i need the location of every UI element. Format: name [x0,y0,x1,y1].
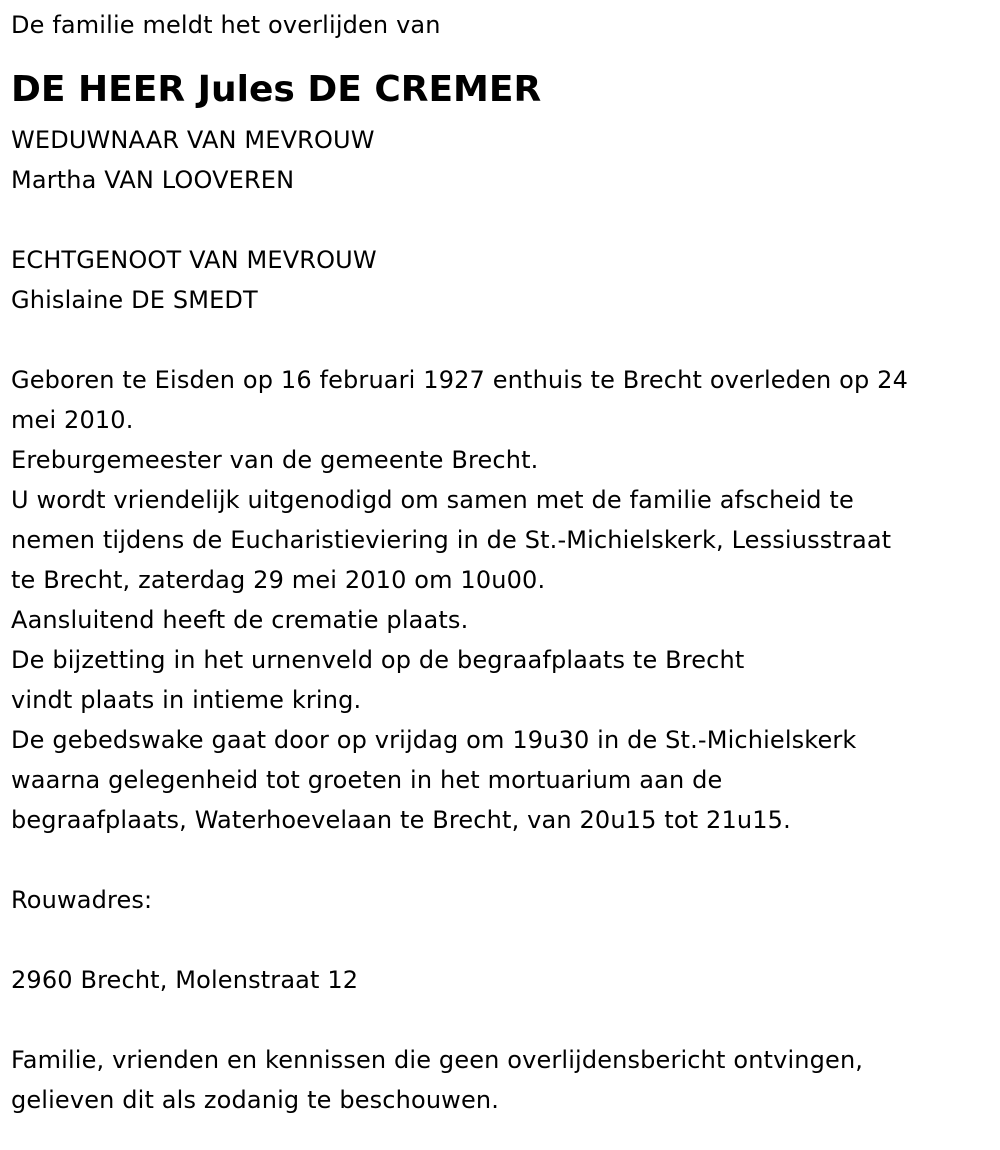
closing-paragraph [11,1040,996,1120]
body-line: De gebedswake gaat door op vrijdag om 19u30 in de St.-Michielskerk [11,726,857,754]
spacer [11,320,996,360]
body-line: mei 2010. [11,406,134,434]
spacer [11,920,996,960]
spacer [11,1000,996,1040]
spouse2-name: Ghislaine DE SMEDT [11,286,258,314]
body-line: vindt plaats in intieme kring. [11,686,362,714]
body-line: begraafplaats, Waterhoevelaan te Brecht, van 20u15 tot 21u15. [11,806,791,834]
address-label: Rouwadres: [11,886,153,914]
closing-line: Familie, vrienden en kennissen die geen overlijdensbericht ontvingen, [11,1046,864,1074]
deceased-name: DE HEER Jules DE CREMER [11,69,542,110]
body-line: te Brecht, zaterdag 29 mei 2010 om 10u00. [11,566,546,594]
spouse2-title: ECHTGENOOT VAN MEVROUW [11,246,377,274]
body-line: Ereburgemeester van de gemeente Brecht. [11,446,539,474]
spacer [11,840,996,880]
body-line: Aansluitend heeft de crematie plaats. [11,606,469,634]
spacer [11,200,996,240]
intro-text: De familie meldt het overlijden van [11,11,441,39]
body-line: De bijzetting in het urnenveld op de begraafplaats te Brecht [11,646,745,674]
spouse1-title: WEDUWNAAR VAN MEVROUW [11,126,375,154]
body-paragraph [11,360,996,840]
closing-line: gelieven dit als zodanig te beschouwen. [11,1086,500,1114]
body-line: nemen tijdens de Eucharistieviering in de St.-Michielskerk, Lessiusstraat [11,526,892,554]
mourning-address: 2960 Brecht, Molenstraat 12 [11,966,359,994]
body-line: U wordt vriendelijk uitgenodigd om samen met de familie afscheid te [11,486,854,514]
body-line: waarna gelegenheid tot groeten in het mortuarium aan de [11,766,723,794]
body-line: Geboren te Eisden op 16 februari 1927 enthuis te Brecht overleden op 24 [11,366,908,394]
spouse1-name: Martha VAN LOOVEREN [11,166,295,194]
obituary-notice [11,0,996,1120]
